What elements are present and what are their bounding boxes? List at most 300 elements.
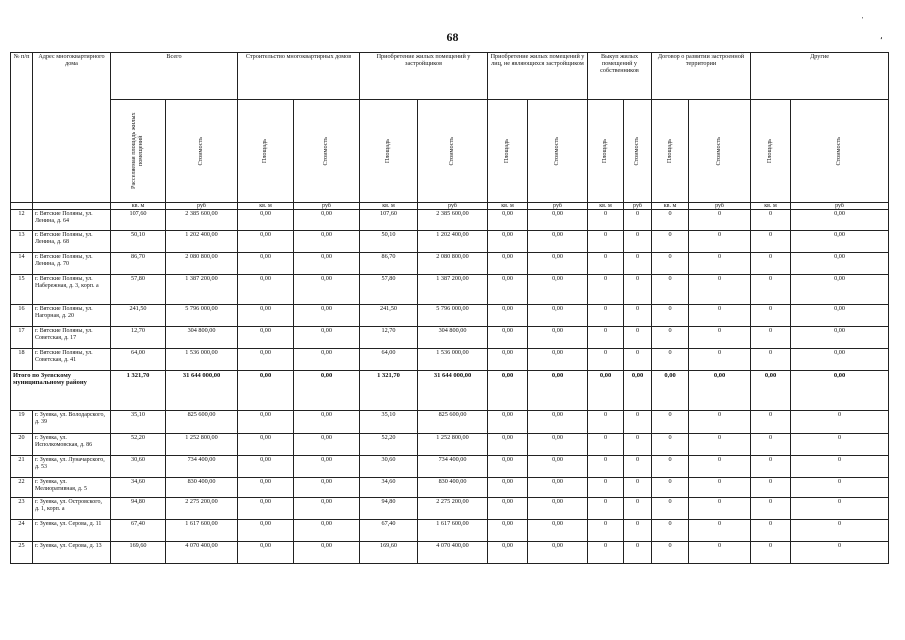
row-value: 0 — [751, 498, 791, 520]
row-value: 825 600,00 — [166, 411, 238, 434]
table-row — [11, 253, 889, 275]
row-value: 12,70 — [360, 327, 418, 349]
table-row — [11, 231, 889, 253]
header-sub-label: Расселяемая площадь жилых помещений — [130, 112, 144, 190]
row-num: 21 — [11, 456, 33, 478]
row-value: 2 080 800,00 — [418, 253, 488, 275]
row-value: 0,00 — [528, 275, 588, 305]
row-value: 0 — [791, 498, 889, 520]
row-address: г. Вятские Поляны, ул. Ленина, д. 70 — [33, 253, 111, 275]
row-value: 0 — [588, 542, 624, 564]
row-num: 14 — [11, 253, 33, 275]
row-value: 2 385 600,00 — [418, 210, 488, 231]
row-address: г. Зуевка, ул. Серова, д. 11 — [33, 520, 111, 542]
total-value: 0,00 — [624, 371, 652, 411]
row-value: 0,00 — [238, 498, 294, 520]
total-value: 0,00 — [238, 371, 294, 411]
row-value: 1 536 000,00 — [418, 349, 488, 371]
row-value: 0 — [791, 542, 889, 564]
row-value: 1 387 200,00 — [418, 275, 488, 305]
header-sub-label: Площадь — [261, 138, 269, 164]
row-value: 5 796 000,00 — [418, 305, 488, 327]
row-value: 0 — [624, 520, 652, 542]
row-value: 107,60 — [360, 210, 418, 231]
header-sub — [751, 100, 791, 203]
row-value: 0,00 — [791, 210, 889, 231]
row-address: г. Зуевка, ул. Островского, д. 1, корп. а — [33, 498, 111, 520]
row-value: 0 — [791, 411, 889, 434]
row-value: 0 — [751, 253, 791, 275]
total-value: 0,00 — [588, 371, 624, 411]
total-value: 0,00 — [689, 371, 751, 411]
row-value: 241,50 — [360, 305, 418, 327]
row-value: 1 202 400,00 — [166, 231, 238, 253]
row-value: 0,00 — [488, 305, 528, 327]
unit-cell: кв. м — [652, 203, 689, 210]
row-value: 0,00 — [294, 210, 360, 231]
row-value: 0 — [689, 520, 751, 542]
total-value: 0,00 — [294, 371, 360, 411]
row-value: 0,00 — [488, 253, 528, 275]
row-value: 34,60 — [111, 478, 166, 498]
header-sub — [488, 100, 528, 203]
row-value: 0 — [652, 434, 689, 456]
row-value: 0 — [624, 253, 652, 275]
row-value: 734 400,00 — [166, 456, 238, 478]
row-value: 1 387 200,00 — [166, 275, 238, 305]
row-value: 1 252 800,00 — [418, 434, 488, 456]
row-value: 0 — [689, 498, 751, 520]
total-value: 31 644 000,00 — [418, 371, 488, 411]
row-value: 0 — [652, 520, 689, 542]
row-value: 0 — [588, 411, 624, 434]
row-value: 0 — [689, 305, 751, 327]
row-value: 0 — [751, 411, 791, 434]
total-value: 0,00 — [791, 371, 889, 411]
unit-cell: кв. м — [751, 203, 791, 210]
row-num: 17 — [11, 327, 33, 349]
row-value: 0,00 — [238, 520, 294, 542]
table-row — [11, 542, 889, 564]
row-num: 16 — [11, 305, 33, 327]
row-value: 0,00 — [488, 498, 528, 520]
row-value: 0 — [588, 478, 624, 498]
header-group: Всего — [111, 53, 238, 100]
row-value: 0 — [689, 210, 751, 231]
total-value: 0,00 — [652, 371, 689, 411]
row-address: г. Вятские Поляны, ул. Ленина, д. 68 — [33, 231, 111, 253]
header-sub-label: Стоимость — [553, 136, 561, 166]
row-value: 0,00 — [238, 253, 294, 275]
unit-cell: руб — [418, 203, 488, 210]
row-value: 0 — [624, 327, 652, 349]
row-value: 0 — [791, 434, 889, 456]
row-value: 0,00 — [488, 434, 528, 456]
row-value: 0 — [652, 542, 689, 564]
row-value: 0 — [751, 542, 791, 564]
row-value: 0 — [751, 305, 791, 327]
row-value: 0 — [652, 411, 689, 434]
unit-cell: кв. м — [488, 203, 528, 210]
header-group: Приобретение жилых помещений у лиц, не являющихся застройщиком — [488, 53, 588, 100]
row-value: 734 400,00 — [418, 456, 488, 478]
row-value: 0,00 — [238, 275, 294, 305]
row-value: 0,00 — [238, 542, 294, 564]
header-sub-label: Площадь — [503, 138, 511, 164]
unit-cell: руб — [791, 203, 889, 210]
row-value: 30,60 — [111, 456, 166, 478]
row-value: 0,00 — [294, 349, 360, 371]
row-value: 107,60 — [111, 210, 166, 231]
header-sub — [238, 100, 294, 203]
row-value: 0 — [588, 498, 624, 520]
table-row — [11, 305, 889, 327]
row-value: 4 070 400,00 — [166, 542, 238, 564]
table-row — [11, 456, 889, 478]
row-value: 0,00 — [791, 349, 889, 371]
total-value: 31 644 000,00 — [166, 371, 238, 411]
header-sub-label: Стоимость — [322, 136, 330, 166]
header-sub-label: Стоимость — [835, 136, 843, 166]
row-value: 0,00 — [528, 520, 588, 542]
row-value: 0 — [624, 305, 652, 327]
row-address: г. Зуевка, ул. Луначарского, д. 53 — [33, 456, 111, 478]
unit-cell: кв. м — [238, 203, 294, 210]
header-group: Договор о развитии застроенной территории — [652, 53, 751, 100]
row-value: 0,00 — [294, 542, 360, 564]
row-num: 18 — [11, 349, 33, 371]
row-value: 0 — [791, 520, 889, 542]
row-num: 24 — [11, 520, 33, 542]
row-value: 0 — [652, 210, 689, 231]
row-value: 0 — [588, 210, 624, 231]
row-value: 0 — [652, 349, 689, 371]
row-address: г. Зуевка, ул. Исполкомовская, д. 86 — [33, 434, 111, 456]
row-value: 0,00 — [294, 478, 360, 498]
unit-cell: руб — [689, 203, 751, 210]
row-value: 0 — [652, 305, 689, 327]
row-value: 0,00 — [238, 434, 294, 456]
total-value: 1 321,70 — [111, 371, 166, 411]
header-row-units — [11, 203, 889, 210]
table-row — [11, 478, 889, 498]
header-num: № п/п — [11, 53, 33, 203]
row-value: 30,60 — [360, 456, 418, 478]
row-value: 0 — [652, 327, 689, 349]
row-value: 0,00 — [528, 349, 588, 371]
row-value: 0 — [624, 478, 652, 498]
unit-cell: руб — [624, 203, 652, 210]
total-value: 0,00 — [488, 371, 528, 411]
row-value: 0,00 — [294, 520, 360, 542]
row-value: 0 — [588, 520, 624, 542]
row-value: 0,00 — [294, 275, 360, 305]
row-value: 52,20 — [111, 434, 166, 456]
row-value: 34,60 — [360, 478, 418, 498]
row-num: 19 — [11, 411, 33, 434]
row-value: 0 — [689, 478, 751, 498]
row-value: 0,00 — [528, 411, 588, 434]
header-row-groups — [11, 53, 889, 100]
row-value: 94,80 — [360, 498, 418, 520]
row-value: 169,60 — [111, 542, 166, 564]
header-sub — [111, 100, 166, 203]
row-num: 13 — [11, 231, 33, 253]
row-value: 0 — [624, 349, 652, 371]
row-value: 0 — [751, 231, 791, 253]
row-value: 0 — [751, 456, 791, 478]
total-value: 0,00 — [528, 371, 588, 411]
row-value: 0 — [624, 275, 652, 305]
table-row — [11, 434, 889, 456]
row-num: 23 — [11, 498, 33, 520]
row-value: 0 — [689, 327, 751, 349]
header-sub — [624, 100, 652, 203]
row-value: 0 — [652, 498, 689, 520]
row-value: 830 400,00 — [166, 478, 238, 498]
row-value: 825 600,00 — [418, 411, 488, 434]
row-value: 67,40 — [360, 520, 418, 542]
row-value: 35,10 — [111, 411, 166, 434]
row-value: 0,00 — [238, 478, 294, 498]
row-value: 0,00 — [294, 434, 360, 456]
row-value: 0,00 — [488, 275, 528, 305]
row-value: 0,00 — [791, 305, 889, 327]
row-address: г. Зуевка, ул. Володарского, д. 39 — [33, 411, 111, 434]
table-row — [11, 210, 889, 231]
row-value: 0,00 — [238, 210, 294, 231]
header-group: Другие — [751, 53, 889, 100]
row-value: 94,80 — [111, 498, 166, 520]
row-value: 0,00 — [294, 456, 360, 478]
row-value: 0 — [751, 210, 791, 231]
row-value: 0 — [652, 456, 689, 478]
total-value: 0,00 — [751, 371, 791, 411]
header-row-sub — [11, 100, 889, 203]
row-value: 0,00 — [528, 253, 588, 275]
row-value: 64,00 — [111, 349, 166, 371]
total-value: 1 321,70 — [360, 371, 418, 411]
row-value: 0 — [689, 275, 751, 305]
header-sub — [360, 100, 418, 203]
row-value: 0,00 — [238, 231, 294, 253]
row-value: 0 — [624, 498, 652, 520]
row-value: 0 — [689, 253, 751, 275]
row-address: г. Зуевка, ул. Мелиоративная, д. 5 — [33, 478, 111, 498]
row-value: 2 080 800,00 — [166, 253, 238, 275]
row-value: 50,10 — [111, 231, 166, 253]
row-value: 0 — [689, 411, 751, 434]
row-value: 0,00 — [528, 231, 588, 253]
row-value: 1 252 800,00 — [166, 434, 238, 456]
header-sub-label: Площадь — [766, 138, 774, 164]
page-number: 68 — [446, 30, 459, 44]
row-value: 0,00 — [238, 411, 294, 434]
row-address: г. Вятские Поляны, ул. Ленина, д. 64 — [33, 210, 111, 231]
row-value: 0,00 — [294, 327, 360, 349]
row-value: 0 — [652, 231, 689, 253]
row-value: 0,00 — [488, 411, 528, 434]
total-label: Итого по Зуевскому муниципальному району — [11, 371, 111, 411]
row-value: 0 — [652, 275, 689, 305]
row-value: 0 — [588, 305, 624, 327]
relocation-table — [10, 52, 889, 564]
row-value: 0 — [652, 253, 689, 275]
row-value: 0,00 — [488, 210, 528, 231]
row-value: 0,00 — [488, 520, 528, 542]
header-sub — [528, 100, 588, 203]
row-value: 0,00 — [488, 231, 528, 253]
row-value: 0,00 — [528, 478, 588, 498]
row-value: 0 — [588, 231, 624, 253]
row-value: 52,20 — [360, 434, 418, 456]
row-value: 0 — [751, 520, 791, 542]
table-row — [11, 498, 889, 520]
row-value: 0 — [624, 210, 652, 231]
row-value: 0 — [689, 456, 751, 478]
row-value: 2 275 200,00 — [418, 498, 488, 520]
header-sub-label: Площадь — [384, 138, 392, 164]
row-num: 15 — [11, 275, 33, 305]
row-value: 4 070 400,00 — [418, 542, 488, 564]
row-value: 0,00 — [294, 231, 360, 253]
row-value: 0,00 — [791, 327, 889, 349]
row-address: г. Вятские Поляны, ул. Советская, д. 41 — [33, 349, 111, 371]
row-address: г. Вятские Поляны, ул. Нагорная, д. 20 — [33, 305, 111, 327]
row-value: 0 — [624, 434, 652, 456]
row-value: 0,00 — [791, 231, 889, 253]
table-row — [11, 275, 889, 305]
row-value: 0,00 — [791, 275, 889, 305]
header-sub — [418, 100, 488, 203]
row-value: 0 — [588, 275, 624, 305]
row-value: 0,00 — [528, 434, 588, 456]
row-value: 12,70 — [111, 327, 166, 349]
row-value: 0 — [791, 456, 889, 478]
table-row — [11, 327, 889, 349]
row-value: 830 400,00 — [418, 478, 488, 498]
row-value: 0,00 — [294, 253, 360, 275]
row-value: 1 617 600,00 — [418, 520, 488, 542]
row-value: 0 — [588, 456, 624, 478]
unit-cell: руб — [528, 203, 588, 210]
row-num: 25 — [11, 542, 33, 564]
row-value: 0,00 — [488, 327, 528, 349]
row-value: 57,80 — [360, 275, 418, 305]
row-value: 0,00 — [238, 305, 294, 327]
row-value: 64,00 — [360, 349, 418, 371]
row-value: 1 536 000,00 — [166, 349, 238, 371]
row-value: 0,00 — [294, 498, 360, 520]
table-row — [11, 520, 889, 542]
row-value: 0 — [751, 275, 791, 305]
header-group: Приобретение жилых помещений у застройщиков — [360, 53, 488, 100]
row-value: 0,00 — [528, 305, 588, 327]
unit-cell: руб — [166, 203, 238, 210]
row-value: 0,00 — [488, 456, 528, 478]
row-value: 5 796 000,00 — [166, 305, 238, 327]
unit-cell: кв. м — [360, 203, 418, 210]
row-value: 304 800,00 — [418, 327, 488, 349]
row-value: 0 — [588, 327, 624, 349]
header-sub — [689, 100, 751, 203]
row-value: 0,00 — [528, 327, 588, 349]
row-value: 0 — [791, 478, 889, 498]
row-value: 2 275 200,00 — [166, 498, 238, 520]
row-value: 0,00 — [488, 478, 528, 498]
row-value: 0,00 — [528, 210, 588, 231]
header-sub — [294, 100, 360, 203]
header-group: Строительство многоквартирных домов — [238, 53, 360, 100]
row-value: 0,00 — [528, 542, 588, 564]
row-value: 0 — [689, 542, 751, 564]
row-num: 12 — [11, 210, 33, 231]
row-num: 20 — [11, 434, 33, 456]
row-value: 50,10 — [360, 231, 418, 253]
header-sub — [588, 100, 624, 203]
row-value: 86,70 — [111, 253, 166, 275]
header-sub-label: Стоимость — [197, 136, 205, 166]
row-value: 0 — [689, 231, 751, 253]
row-value: 0,00 — [791, 253, 889, 275]
row-value: 304 800,00 — [166, 327, 238, 349]
margin-mark: ⸲ — [880, 30, 883, 40]
row-value: 86,70 — [360, 253, 418, 275]
margin-mark: ' — [862, 16, 864, 24]
row-value: 0,00 — [294, 305, 360, 327]
row-address: г. Зуевка, ул. Серова, д. 13 — [33, 542, 111, 564]
table-row — [11, 349, 889, 371]
row-value: 0 — [751, 434, 791, 456]
total-row — [11, 371, 889, 411]
row-value: 0 — [652, 478, 689, 498]
header-sub-label: Площадь — [601, 138, 609, 164]
header-sub — [791, 100, 889, 203]
row-value: 35,10 — [360, 411, 418, 434]
row-value: 0,00 — [528, 456, 588, 478]
unit-cell: кв. м — [111, 203, 166, 210]
row-value: 0,00 — [488, 349, 528, 371]
header-address: Адрес многоквартирного дома — [33, 53, 111, 203]
row-value: 0 — [624, 542, 652, 564]
row-value: 0 — [588, 349, 624, 371]
row-value: 169,60 — [360, 542, 418, 564]
table-row — [11, 411, 889, 434]
header-sub-label: Площадь — [665, 138, 673, 164]
row-value: 0 — [588, 253, 624, 275]
row-value: 1 202 400,00 — [418, 231, 488, 253]
row-value: 0 — [624, 411, 652, 434]
header-sub-label: Стоимость — [633, 136, 641, 166]
row-value: 0,00 — [238, 349, 294, 371]
header-sub — [652, 100, 689, 203]
row-value: 241,50 — [111, 305, 166, 327]
row-value: 57,80 — [111, 275, 166, 305]
row-address: г. Вятские Поляны, ул. Советская, д. 17 — [33, 327, 111, 349]
row-value: 0,00 — [238, 327, 294, 349]
row-address: г. Вятские Поляны, ул. Набережная, д. 3, корп. а — [33, 275, 111, 305]
unit-cell: руб — [294, 203, 360, 210]
row-value: 0 — [751, 478, 791, 498]
header-sub — [166, 100, 238, 203]
row-value: 0 — [624, 456, 652, 478]
row-value: 0 — [588, 434, 624, 456]
row-value: 0 — [751, 327, 791, 349]
row-value: 0,00 — [294, 411, 360, 434]
header-sub-label: Стоимость — [715, 136, 723, 166]
row-value: 0,00 — [528, 498, 588, 520]
header-group: Выкуп жилых помещений у собственников — [588, 53, 652, 100]
